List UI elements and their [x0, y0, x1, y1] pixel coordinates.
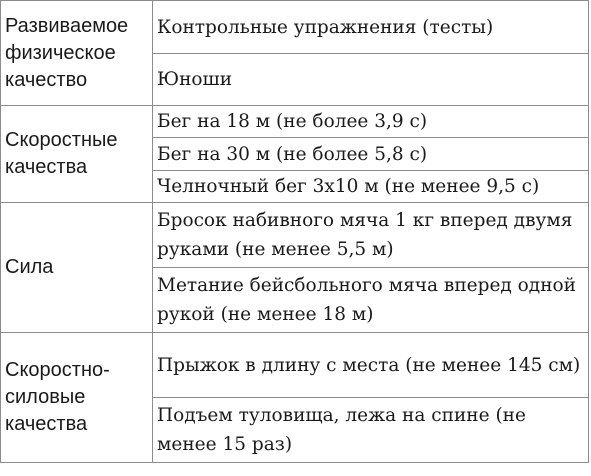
quality-cell-strength: Сила: [1, 203, 153, 333]
quality-cell-speed: Скоростные качества: [1, 106, 153, 203]
header-tests-cell: Контрольные упражнения (тесты): [153, 1, 589, 54]
exercise-cell: Прыжок в длину с места (не менее 145 см): [153, 333, 589, 398]
quality-cell-speed-strength: Скоростно-силовые качества: [1, 333, 153, 463]
exercise-cell: Бросок набивного мяча 1 кг вперед двумя руками (не менее 5,5 м): [153, 203, 589, 268]
header-group-cell: Юноши: [153, 54, 589, 106]
header-row: [1, 1, 589, 54]
table-row: [1, 333, 589, 398]
header-quality-cell: Развиваемое физическое качество: [1, 1, 153, 106]
exercise-cell: Бег на 18 м (не более 3,9 с): [153, 106, 589, 138]
exercise-cell: Бег на 30 м (не более 5,8 с): [153, 138, 589, 171]
exercise-cell: Челночный бег 3х10 м (не менее 9,5 с): [153, 171, 589, 203]
table-row: [1, 203, 589, 268]
exercise-cell: Метание бейсбольного мяча вперед одной рукой (не менее 18 м): [153, 268, 589, 333]
table-row: [1, 106, 589, 138]
exercise-cell: Подъем туловища, лежа на спине (не менее 15 раз): [153, 398, 589, 463]
